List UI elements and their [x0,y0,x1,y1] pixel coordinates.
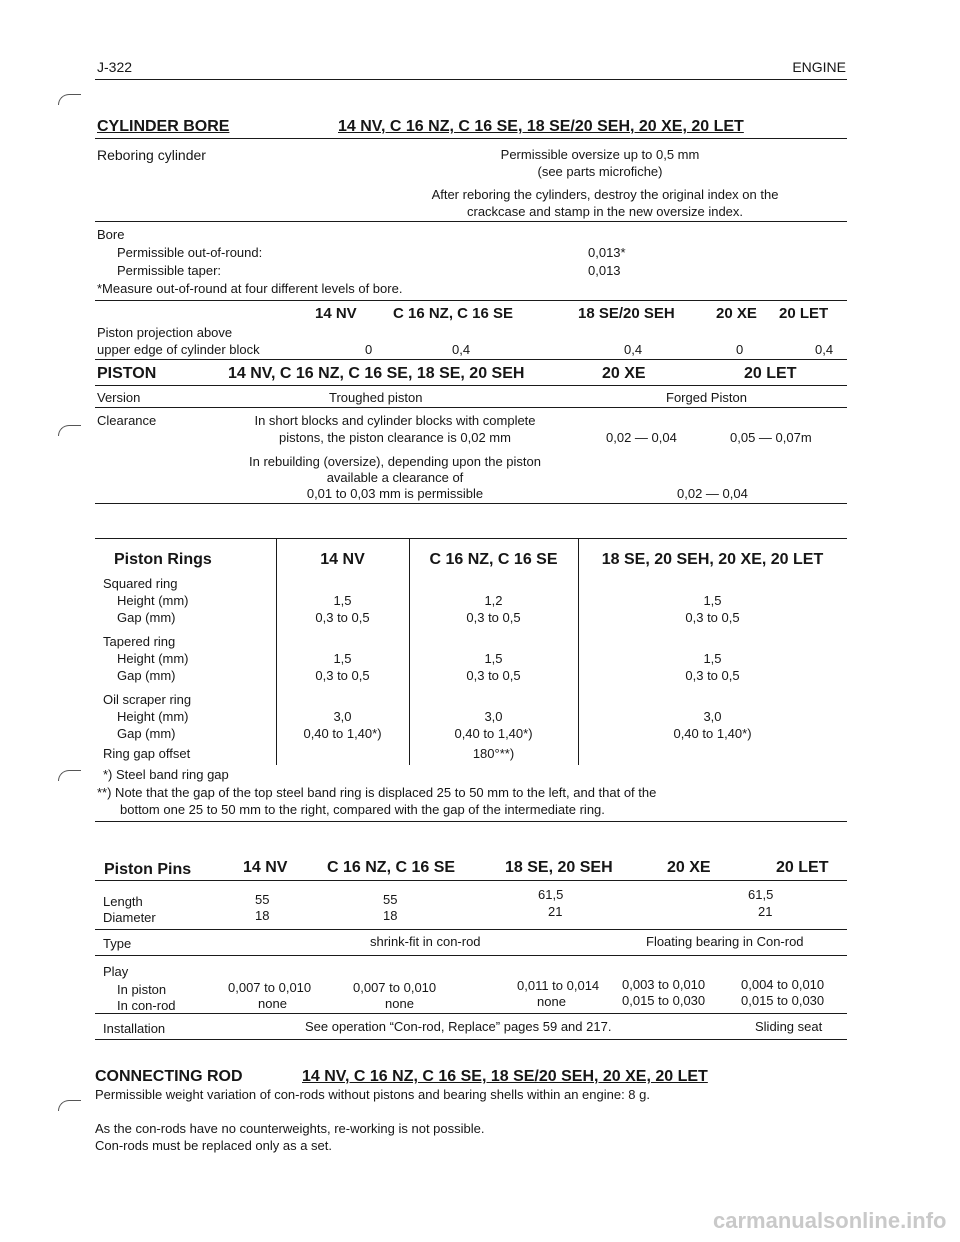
in-piston-c16: 0,007 to 0,010 [353,980,437,995]
pins-header-20let: 20 LET [776,859,829,876]
bore-label: Bore [97,227,125,242]
rule [95,407,847,408]
installation-sliding: Sliding seat [755,1019,823,1034]
in-piston-14nv: 0,007 to 0,010 [228,980,312,995]
in-conrod-18se: none [537,994,566,1009]
length-c16: 55 [383,892,398,907]
clearance-text: In short blocks and cylinder blocks with complete [254,413,536,428]
in-piston-label: In piston [117,982,167,997]
out-of-round-label: Permissible out-of-round: [117,245,263,260]
clearance-text: pistons, the piston clearance is 0,02 mm [279,430,511,445]
in-conrod-c16: none [385,996,414,1011]
type-label: Type [103,936,132,951]
reboring-text: crackcase and stamp in the new oversize index. [466,204,744,219]
length-20xe-let: 61,5 [748,887,774,902]
installation-text: See operation “Con-rod, Replace” pages 59 and 217. [305,1019,612,1034]
ring-note: *) Steel band ring gap [103,767,229,782]
taper-value: 0,013 [588,263,621,278]
sq-height-18se: 1,5 [703,593,722,608]
length-18se: 61,5 [538,887,564,902]
cylinder-bore-title: CYLINDER BORE [97,118,230,135]
rule [95,955,847,956]
gap-label: Gap (mm) [117,668,176,683]
section-title: ENGINE [792,59,846,75]
tp-height-18se: 1,5 [703,651,722,666]
diameter-14nv: 18 [255,908,270,923]
sq-height-c16: 1,2 [484,593,503,608]
in-conrod-14nv: none [258,996,287,1011]
pins-header-c16: C 16 NZ, C 16 SE [327,859,456,876]
version-forged: Forged Piston [666,390,747,405]
conrod-text: As the con-rods have no counterweights, re-working is not possible. [95,1121,485,1136]
piston-models: 14 NV, C 16 NZ, C 16 SE, 18 SE, 20 SEH [228,365,525,382]
punch-mark [58,425,81,436]
version-troughed: Troughed piston [329,390,423,405]
clearance-text: 0,01 to 0,03 mm is permissible [306,486,484,501]
in-conrod-20let: 0,015 to 0,030 [741,993,825,1008]
rule [95,359,847,360]
diameter-c16: 18 [383,908,398,923]
connecting-rod-models: 14 NV, C 16 NZ, C 16 SE, 18 SE/20 SEH, 20 XE, 20 LET [302,1068,708,1085]
rule [95,221,847,222]
bore-footnote: *Measure out-of-round at four different levels of bore. [97,281,403,296]
clearance-text: available a clearance of [326,470,464,485]
proj-header-14nv: 14 NV [315,305,357,322]
in-conrod-label: In con-rod [117,998,176,1013]
proj-value-18se: 0,4 [624,342,643,357]
piston-title: PISTON [97,365,157,382]
rule [95,821,847,822]
version-label: Version [97,390,141,405]
pins-header-14nv: 14 NV [243,859,288,876]
proj-header-18se: 18 SE/20 SEH [578,305,675,322]
punch-mark [58,770,81,781]
tapered-ring-label: Tapered ring [103,634,176,649]
proj-header-20xe: 20 XE [716,305,757,322]
ring-gap-offset-label: Ring gap offset [103,746,191,761]
piston-col-20let: 20 LET [744,365,797,382]
height-label: Height (mm) [117,709,189,724]
in-piston-18se: 0,011 to 0,014 [517,978,600,993]
proj-header-c16: C 16 NZ, C 16 SE [393,305,514,322]
ring-note: bottom one 25 to 50 mm to the right, compared with the gap of the intermediate ring. [120,802,605,817]
taper-label: Permissible taper: [117,263,222,278]
length-label: Length [103,894,143,909]
rule [95,1013,847,1014]
rings-header-18se: 18 SE, 20 SEH, 20 XE, 20 LET [601,551,824,568]
length-14nv: 55 [255,892,270,907]
type-floating: Floating bearing in Con-rod [646,934,804,949]
header-rule [95,79,847,80]
clearance-forged: 0,02 — 0,04 [677,486,748,501]
connecting-rod-title: CONNECTING ROD [95,1068,243,1085]
out-of-round-value: 0,013* [588,245,626,260]
reboring-text: After reboring the cylinders, destroy the original index on the [431,187,779,202]
proj-value-c16: 0,4 [452,342,471,357]
punch-mark [58,94,81,105]
in-conrod-20xe: 0,015 to 0,030 [622,993,706,1008]
proj-value-14nv: 0 [365,342,373,357]
in-piston-20let: 0,004 to 0,010 [741,977,825,992]
diameter-label: Diameter [103,910,156,925]
clearance-20xe: 0,02 — 0,04 [606,430,677,445]
reboring-label: Reboring cylinder [97,147,206,163]
in-piston-20xe: 0,003 to 0,010 [622,977,706,992]
gap-label: Gap (mm) [117,726,176,741]
pins-header-20xe: 20 XE [667,859,711,876]
clearance-text: In rebuilding (oversize), depending upon the piston [249,454,541,469]
ring-note: **) Note that the gap of the top steel band ring is displaced 25 to 50 mm to the left, and that of the [97,785,657,800]
rings-header-c16: C 16 NZ, C 16 SE [429,551,558,568]
ring-gap-offset-value: 180°**) [472,746,515,761]
sq-gap-18se: 0,3 to 0,5 [685,610,740,625]
conrod-text: Permissible weight variation of con-rods without pistons and bearing shells within an engine: 8 g. [95,1087,650,1102]
oil-ring-label: Oil scraper ring [103,692,192,707]
oil-height-14nv: 3,0 [333,709,352,724]
reboring-text: Permissible oversize up to 0,5 mm [500,147,700,162]
proj-value-20xe: 0 [736,342,744,357]
rule [95,138,847,139]
tp-gap-18se: 0,3 to 0,5 [685,668,740,683]
conrod-text: Con-rods must be replaced only as a set. [95,1138,333,1153]
projection-label: upper edge of cylinder block [97,342,260,357]
pins-header-18se: 18 SE, 20 SEH [505,859,613,876]
piston-col-20xe: 20 XE [602,365,646,382]
play-label: Play [103,964,129,979]
height-label: Height (mm) [117,593,189,608]
sq-height-14nv: 1,5 [333,593,352,608]
installation-label: Installation [103,1021,166,1036]
rule [95,300,847,301]
rule [95,880,847,881]
cylinder-bore-models: 14 NV, C 16 NZ, C 16 SE, 18 SE/20 SEH, 20 XE, 20 LET [338,118,744,135]
projection-label: Piston projection above [97,325,233,340]
gap-label: Gap (mm) [117,610,176,625]
oil-gap-14nv: 0,40 to 1,40*) [303,726,382,741]
oil-gap-c16: 0,40 to 1,40*) [454,726,533,741]
clearance-20let: 0,05 — 0,07m [730,430,812,445]
diameter-20xe-let: 21 [758,904,773,919]
tp-height-c16: 1,5 [484,651,503,666]
oil-height-18se: 3,0 [703,709,722,724]
reboring-text: (see parts microfiche) [537,164,663,179]
diameter-18se: 21 [548,904,563,919]
type-shrink-fit: shrink-fit in con-rod [370,934,481,949]
rule [95,929,847,930]
tp-gap-c16: 0,3 to 0,5 [466,668,521,683]
rings-header-14nv: 14 NV [320,551,365,568]
sq-gap-c16: 0,3 to 0,5 [466,610,521,625]
page-number: J-322 [97,59,133,75]
oil-gap-18se: 0,40 to 1,40*) [673,726,752,741]
sq-gap-14nv: 0,3 to 0,5 [315,610,370,625]
clearance-label: Clearance [97,413,157,428]
squared-ring-label: Squared ring [103,576,178,591]
proj-header-20let: 20 LET [779,305,829,322]
pins-header: Piston Pins [104,861,192,878]
tp-height-14nv: 1,5 [333,651,352,666]
tp-gap-14nv: 0,3 to 0,5 [315,668,370,683]
proj-value-20let: 0,4 [815,342,834,357]
rule [95,503,847,504]
oil-height-c16: 3,0 [484,709,503,724]
rule [95,538,847,539]
rings-header: Piston Rings [114,551,212,568]
height-label: Height (mm) [117,651,189,666]
rule [95,1039,847,1040]
rule [95,385,847,386]
watermark: carmanualsonline.info [713,1208,947,1233]
punch-mark [58,1100,81,1111]
